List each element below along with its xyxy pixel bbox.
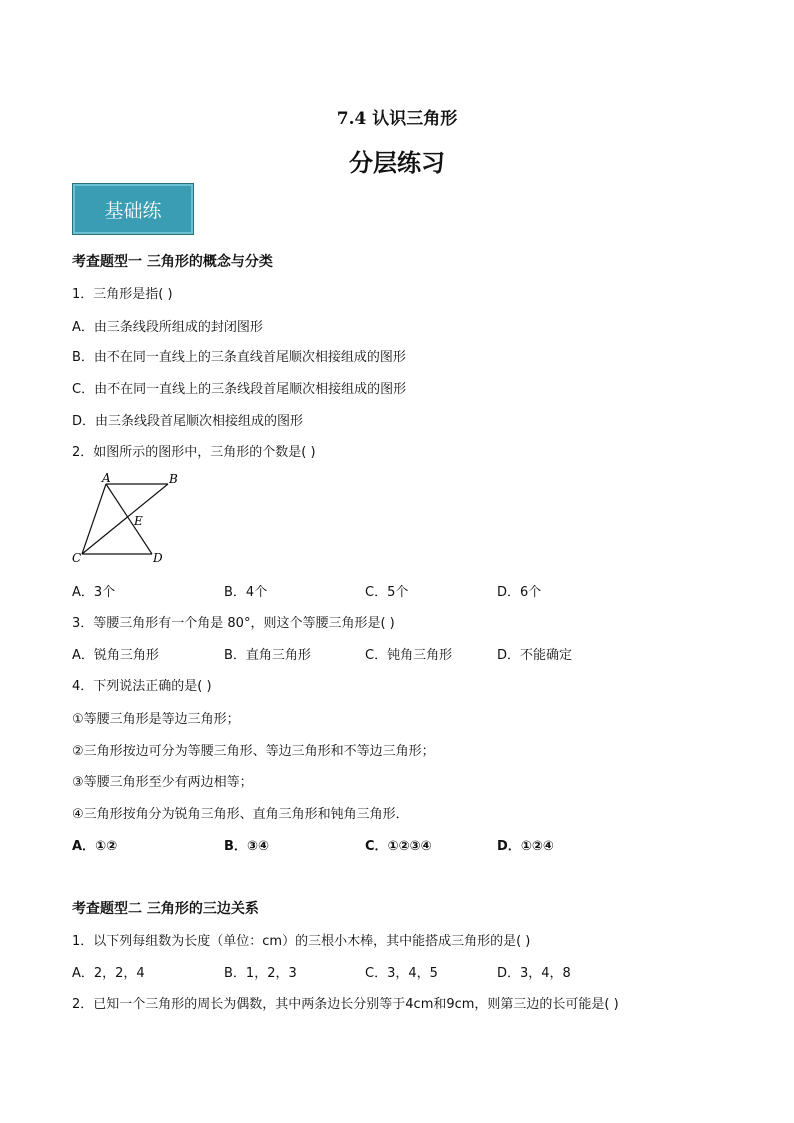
question-1-option-b: B．由不在同一直线上的三条直线首尾顺次相接组成的图形	[72, 350, 406, 365]
segment-ad	[106, 484, 152, 554]
section2-question-1-option-d: D．3，4，8	[497, 966, 571, 981]
section-heading-1: 考查题型一 三角形的概念与分类	[72, 254, 273, 270]
section2-question-1-option-a: A．2，2，4	[72, 966, 145, 981]
question-1-option-a: A．由三条线段所组成的封闭图形	[72, 320, 263, 335]
question-3-option-d: D．不能确定	[497, 648, 573, 663]
question-4-option-b: B．③④	[224, 839, 269, 854]
label-a: A	[102, 471, 111, 485]
page-subtitle: 分层练习	[349, 149, 445, 177]
question-4-stem: 4．下列说法正确的是( )	[72, 679, 212, 694]
label-b: B	[169, 472, 178, 486]
label-e: E	[134, 514, 143, 528]
question-3-option-b: B．直角三角形	[224, 648, 311, 663]
label-c: C	[72, 551, 82, 565]
question-4-option-c: C．①②③④	[365, 839, 432, 854]
triangle-figure	[68, 470, 188, 570]
question-1-option-d: D．由三条线段首尾顺次相接组成的图形	[72, 414, 304, 429]
question-2-option-a: A．3个	[72, 585, 116, 600]
question-2-option-b: B．4个	[224, 585, 268, 600]
question-1-stem: 1．三角形是指( )	[72, 287, 173, 302]
question-4-statement-2: ②三角形按边可分为等腰三角形、等边三角形和不等边三角形；	[72, 744, 435, 759]
level-tag: 基础练	[72, 183, 194, 235]
question-4-statement-4: ④三角形按角分为锐角三角形、直角三角形和钝角三角形．	[72, 807, 409, 822]
question-3-stem: 3．等腰三角形有一个角是 80°，则这个等腰三角形是( )	[72, 616, 395, 631]
section-heading-2: 考查题型二 三角形的三边关系	[72, 901, 259, 917]
section2-question-1-stem: 1．以下列每组数为长度（单位：cm）的三根小木棒，其中能搭成三角形的是( )	[72, 934, 531, 949]
question-3-option-c: C．钝角三角形	[365, 648, 453, 663]
section2-question-2-stem: 2．已知一个三角形的周长为偶数，其中两条边长分别等于4cm和9cm，则第三边的长可能是( )	[72, 997, 619, 1012]
question-4-statement-3: ③等腰三角形至少有两边相等；	[72, 775, 253, 790]
section2-question-1-option-b: B．1，2，3	[224, 966, 297, 981]
question-2-stem: 2．如图所示的图形中，三角形的个数是( )	[72, 445, 316, 460]
question-4-option-a: A．①②	[72, 839, 118, 854]
question-3-option-a: A．锐角三角形	[72, 648, 159, 663]
question-2-option-d: D．6个	[497, 585, 542, 600]
segment-cb	[82, 484, 168, 554]
question-1-option-c: C．由不在同一直线上的三条线段首尾顺次相接组成的图形	[72, 382, 407, 397]
section2-question-1-option-c: C．3，4，5	[365, 966, 438, 981]
question-4-statement-1: ①等腰三角形是等边三角形；	[72, 712, 240, 727]
label-d: D	[153, 551, 163, 565]
page-title: 7.4 认识三角形	[336, 109, 458, 129]
question-2-option-c: C．5个	[365, 585, 409, 600]
question-4-option-d: D．①②④	[497, 839, 554, 854]
